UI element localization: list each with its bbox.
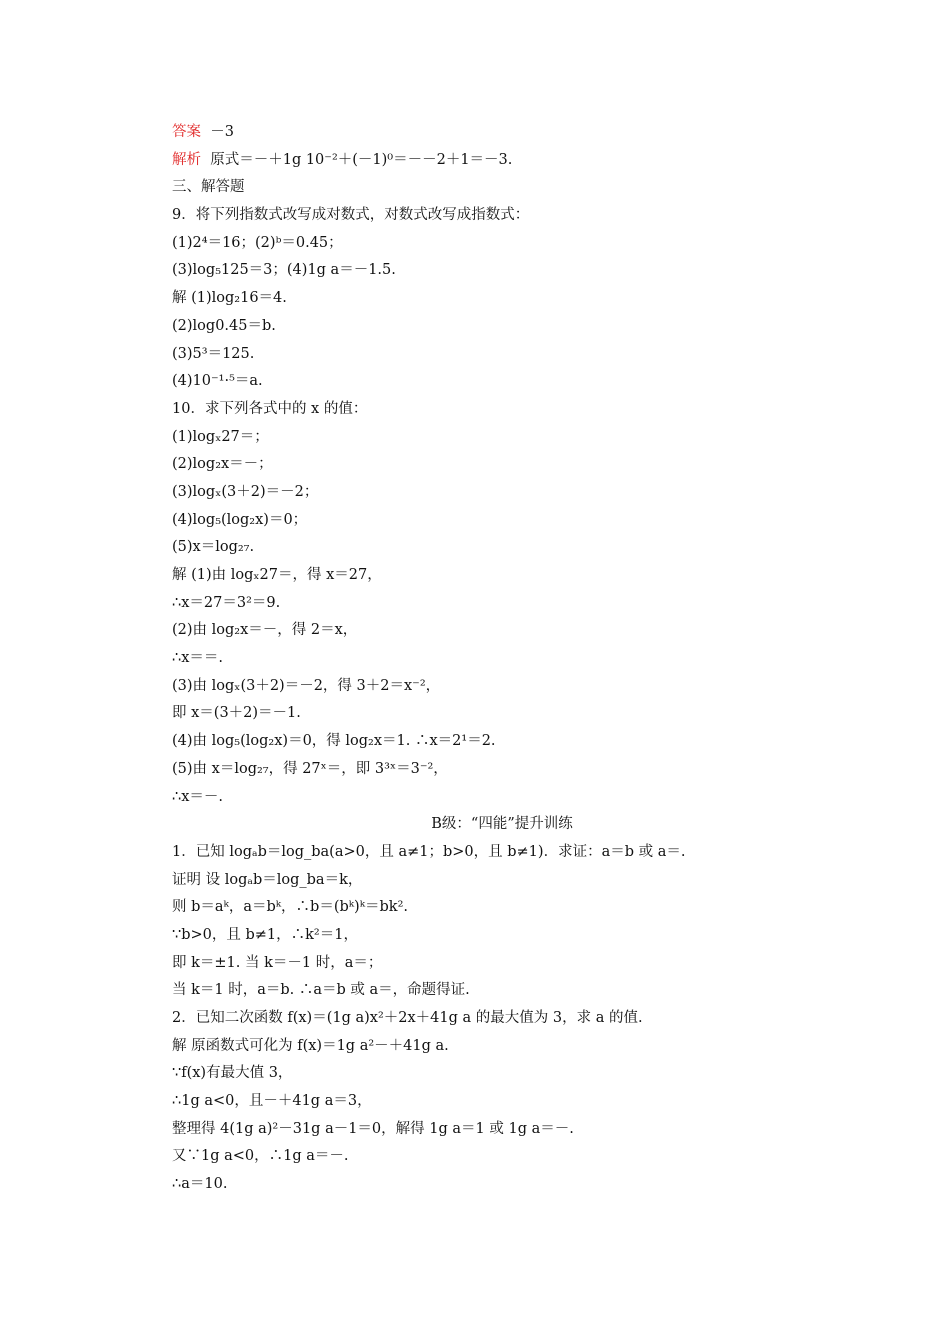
text-line: ∴1g a<0，且－＋41g a＝3， [172,1093,372,1110]
text-line: 证明 设 logₐb＝log_ba＝k， [172,871,363,888]
text-line: 整理得 4(1g a)²－31g a－1＝0，解得 1g a＝1 或 1g a＝－. [172,1120,574,1137]
text-line: (4)log₅(log₂x)＝0； [172,511,308,528]
analysis-value: 原式＝－＋1g 10⁻²＋(－1)⁰＝－－2＋1＝－3. [201,151,513,168]
text-line: (4)10⁻¹·⁵＝a. [172,373,263,390]
text-line: (3)由 logₓ(3＋2)＝－2，得 3＋2＝x⁻²， [172,677,441,694]
text-line: (4)由 log₅(log₂x)＝0，得 log₂x＝1. ∴x＝2¹＝2. [172,733,496,750]
text-line: 解 (1)由 logₓ27＝，得 x＝27， [172,567,382,583]
section-b-heading: B级：“四能”提升训练 [431,816,573,833]
text-line: ∴x＝－. [172,788,224,805]
text-line: (3)logₓ(3＋2)＝－2； [172,483,319,500]
text-line: ∵b>0，且 b≠1，∴k²＝1， [172,926,358,943]
document-body [172,119,792,1199]
text-line: 即 x＝(3＋2)＝－1. [172,705,301,722]
text-line: (2)由 log₂x＝－，得 2＝x， [172,622,358,639]
text-line: ∴a＝10. [172,1176,228,1193]
section-heading: 三、解答题 [172,179,245,196]
text-line: (3)5³＝125. [172,345,255,362]
text-line: ∴x＝27＝3²＝9. [172,594,281,611]
answer-label: 答案 [172,124,201,140]
text-line: (1)2⁴＝16；(2)ᵇ＝0.45； [172,234,343,251]
text-line: (5)由 x＝log₂₇，得 27ˣ＝，即 3³ˣ＝3⁻²， [172,760,448,777]
text-line: 又∵1g a<0，∴1g a＝－. [172,1148,349,1165]
text-line: (2)log0.45＝b. [172,317,276,334]
text-line: (5)x＝log₂₇. [172,539,255,556]
text-line: 即 k＝±1. 当 k＝－1 时，a＝； [172,954,383,971]
text-line: 解 (1)log₂16＝4. [172,290,287,307]
answer-line [172,119,792,147]
text-line: (3)log₅125＝3；(4)1g a＝－1.5. [172,262,396,279]
text-line: 则 b＝aᵏ，a＝bᵏ，∴b＝(bᵏ)ᵏ＝bk². [172,899,408,916]
text-line: (2)log₂x＝－； [172,456,273,473]
text-line: 解 原函数式可化为 f(x)＝1g a²－＋41g a. [172,1037,449,1054]
text-line: 10．求下列各式中的 x 的值： [172,400,368,417]
analysis-line [172,147,792,175]
text-line: ∴x＝＝. [172,650,224,667]
analysis-label: 解析 [172,151,201,168]
text-line: 9．将下列指数式改写成对数式，对数式改写成指数式： [172,207,530,224]
text-line: (1)logₓ27＝； [172,428,269,445]
answer-value: －3 [201,124,234,140]
text-line: 当 k＝1 时，a＝b. ∴a＝b 或 a＝，命题得证. [172,982,470,999]
text-line: 1．已知 logₐb＝log_ba(a>0，且 a≠1；b>0，且 b≠1)．求证：a＝b 或 a＝. [172,843,686,860]
text-line: ∵f(x)有最大值 3， [172,1065,293,1082]
text-line: 2．已知二次函数 f(x)＝(1g a)x²＋2x＋41g a 的最大值为 3，求 a 的值. [172,1010,643,1026]
